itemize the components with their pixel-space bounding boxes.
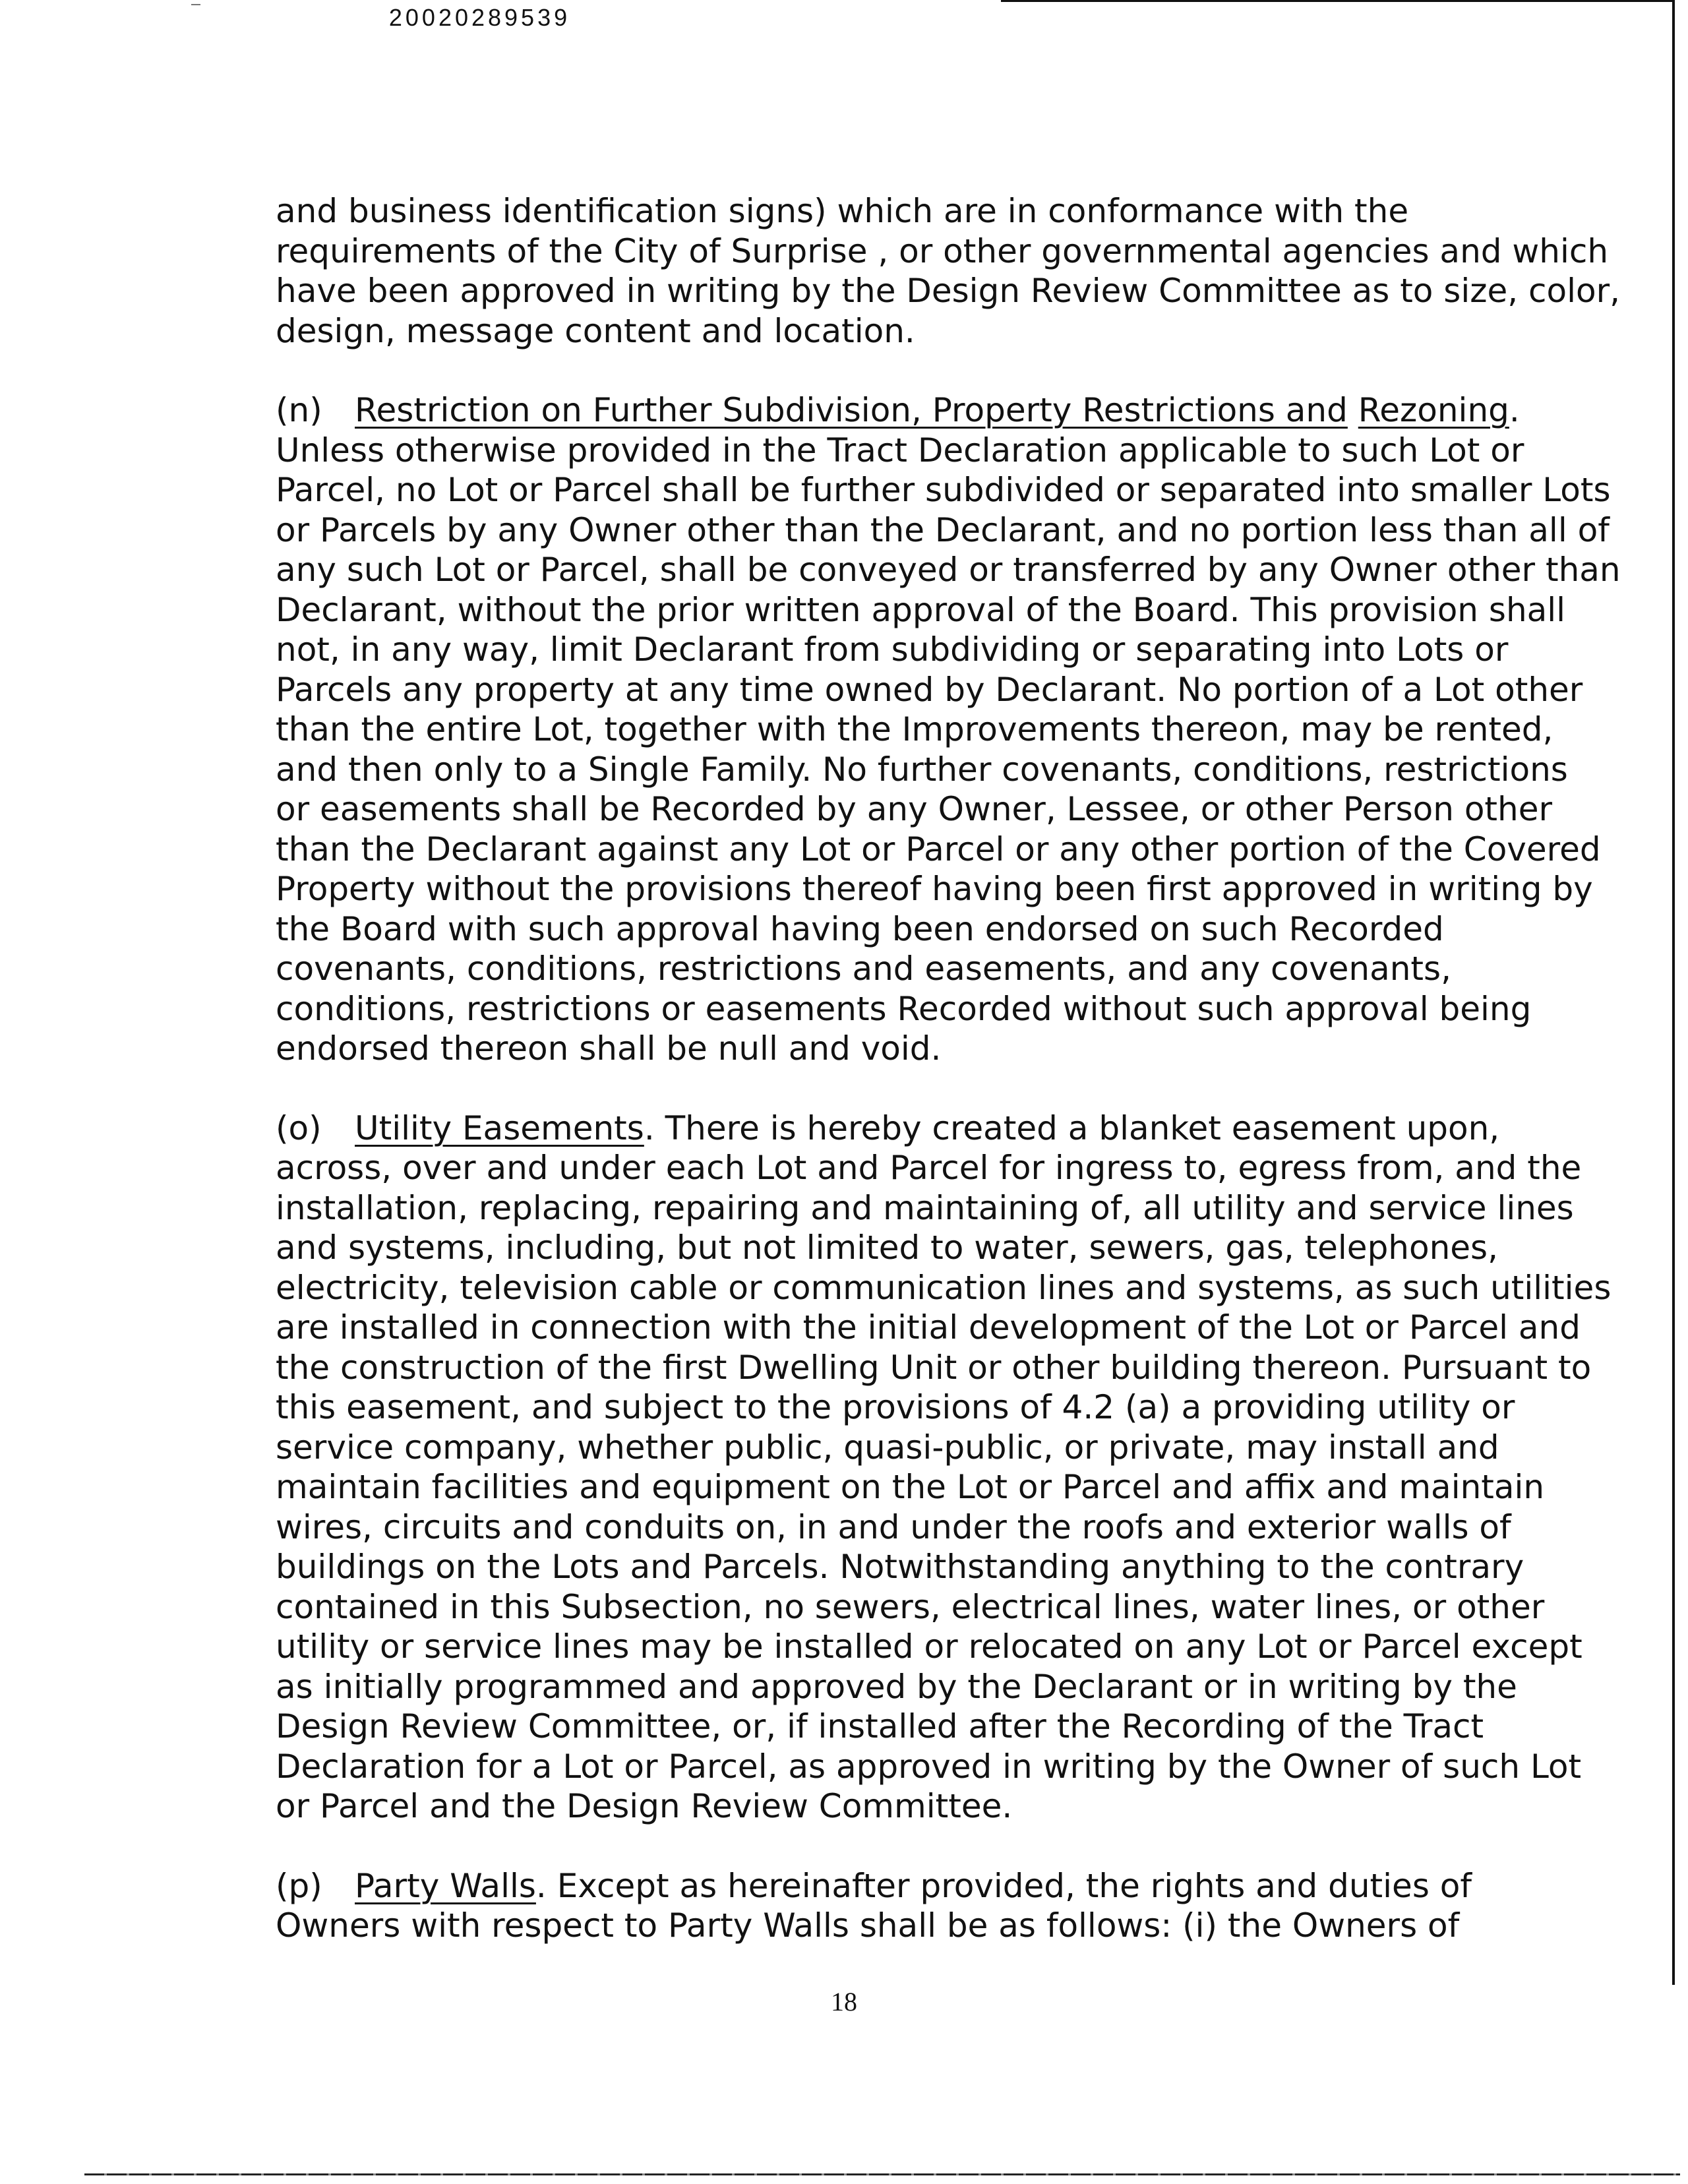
text-line: buildings on the Lots and Parcels. Notwithstanding anything to the contrary bbox=[276, 1548, 1524, 1586]
text-line: the Board with such approval having been endorsed on such Recorded bbox=[276, 909, 1444, 948]
text-line: Owners with respect to Party Walls shall be as follows: (i) the Owners of bbox=[276, 1906, 1460, 1945]
text-line: and then only to a Single Family. No further covenants, conditions, restrictions bbox=[276, 750, 1568, 789]
section-n-heading-rezoning: Rezoning bbox=[1358, 391, 1509, 429]
text-line: Unless otherwise provided in the Tract Declaration applicable to such Lot or bbox=[276, 431, 1524, 470]
section-n-heading-period: . bbox=[1509, 391, 1520, 429]
text-line: maintain facilities and equipment on the Lot or Parcel and affix and maintain bbox=[276, 1468, 1545, 1506]
text-line: endorsed thereon shall be null and void. bbox=[276, 1029, 942, 1068]
page-number: 18 bbox=[831, 1987, 857, 2017]
text-line: Parcels any property at any time owned by Declarant. No portion of a Lot other bbox=[276, 670, 1583, 709]
bottom-border-rule bbox=[84, 2173, 1680, 2175]
text-line: Declaration for a Lot or Parcel, as approved in writing by the Owner of such Lot bbox=[276, 1747, 1582, 1786]
text-line: as initially programmed and approved by the Declarant or in writing by the bbox=[276, 1667, 1517, 1706]
section-n-marker: (n) bbox=[276, 391, 322, 429]
text-line: not, in any way, limit Declarant from subdividing or separating into Lots or bbox=[276, 630, 1509, 669]
text-line: Declarant, without the prior written approval of the Board. This provision shall bbox=[276, 590, 1566, 629]
intro-paragraph bbox=[276, 191, 1621, 351]
section-p-first-line: . Except as hereinafter provided, the rights and duties of bbox=[535, 1866, 1472, 1905]
text-line: electricity, television cable or communication lines and systems, as such utilities bbox=[276, 1268, 1612, 1307]
text-line: this easement, and subject to the provisions of 4.2 (a) a providing utility or bbox=[276, 1388, 1515, 1426]
section-p-heading-line bbox=[276, 1866, 1495, 1906]
right-border-rule bbox=[1672, 0, 1675, 1985]
text-line: the construction of the first Dwelling Unit or other building thereon. Pursuant to bbox=[276, 1348, 1592, 1387]
text-line: Design Review Committee, or, if installed after the Recording of the Tract bbox=[276, 1707, 1484, 1745]
text-line: design, message content and location. bbox=[276, 311, 915, 350]
text-line: or Parcel and the Design Review Committee. bbox=[276, 1787, 1013, 1825]
text-line: covenants, conditions, restrictions and easements, and any covenants, bbox=[276, 950, 1451, 988]
text-line: wires, circuits and conduits on, in and under the roofs and exterior walls of bbox=[276, 1507, 1511, 1546]
text-line: any such Lot or Parcel, shall be conveyed or transferred by any Owner other than bbox=[276, 551, 1621, 589]
section-n-heading: Restriction on Further Subdivision, Property Restrictions and bbox=[355, 391, 1348, 429]
text-line: are installed in connection with the initial development of the Lot or Parcel and bbox=[276, 1308, 1581, 1347]
section-o-first-line: . There is hereby created a blanket easement upon, bbox=[644, 1108, 1500, 1147]
text-line: and systems, including, but not limited to water, sewers, gas, telephones, bbox=[276, 1228, 1498, 1267]
text-line: Property without the provisions thereof having been first approved in writing by bbox=[276, 870, 1593, 908]
top-border-rule bbox=[1001, 0, 1673, 2]
text-line: contained in this Subsection, no sewers, electrical lines, water lines, or other bbox=[276, 1587, 1545, 1626]
section-o-heading: Utility Easements bbox=[355, 1108, 644, 1147]
section-p-heading: Party Walls bbox=[355, 1866, 536, 1905]
text-line: than the Declarant against any Lot or Parcel or any other portion of the Covered bbox=[276, 830, 1601, 868]
section-p-paragraph bbox=[276, 1866, 1495, 1946]
section-o-paragraph bbox=[276, 1108, 1612, 1827]
text-line: or easements shall be Recorded by any Owner, Lessee, or other Person other bbox=[276, 790, 1553, 828]
text-line: installation, replacing, repairing and maintaining of, all utility and service lines bbox=[276, 1188, 1574, 1227]
text-line: conditions, restrictions or easements Recorded without such approval being bbox=[276, 989, 1532, 1028]
text-line: and business identification signs) which are in conformance with the bbox=[276, 192, 1409, 230]
document-body bbox=[276, 191, 1621, 1946]
text-line: Parcel, no Lot or Parcel shall be further subdivided or separated into smaller Lots bbox=[276, 471, 1611, 509]
section-o-heading-line bbox=[276, 1108, 1500, 1149]
document-number: 20020289539 bbox=[388, 4, 571, 31]
text-line: than the entire Lot, together with the Improvements thereon, may be rented, bbox=[276, 710, 1553, 748]
text-line: have been approved in writing by the Design Review Committee as to size, color, bbox=[276, 272, 1621, 310]
section-n-paragraph bbox=[276, 390, 1621, 1069]
text-line: utility or service lines may be installed or relocated on any Lot or Parcel except bbox=[276, 1627, 1582, 1666]
text-line: requirements of the City of Surprise , or other governmental agencies and which bbox=[276, 231, 1609, 270]
text-line: service company, whether public, quasi-public, or private, may install and bbox=[276, 1428, 1499, 1467]
text-line: or Parcels by any Owner other than the Declarant, and no portion less than all of bbox=[276, 510, 1610, 549]
section-n-heading-line bbox=[276, 390, 1520, 431]
section-o-marker: (o) bbox=[276, 1108, 322, 1147]
section-p-marker: (p) bbox=[276, 1866, 322, 1905]
text-line: across, over and under each Lot and Parcel for ingress to, egress from, and the bbox=[276, 1149, 1582, 1187]
